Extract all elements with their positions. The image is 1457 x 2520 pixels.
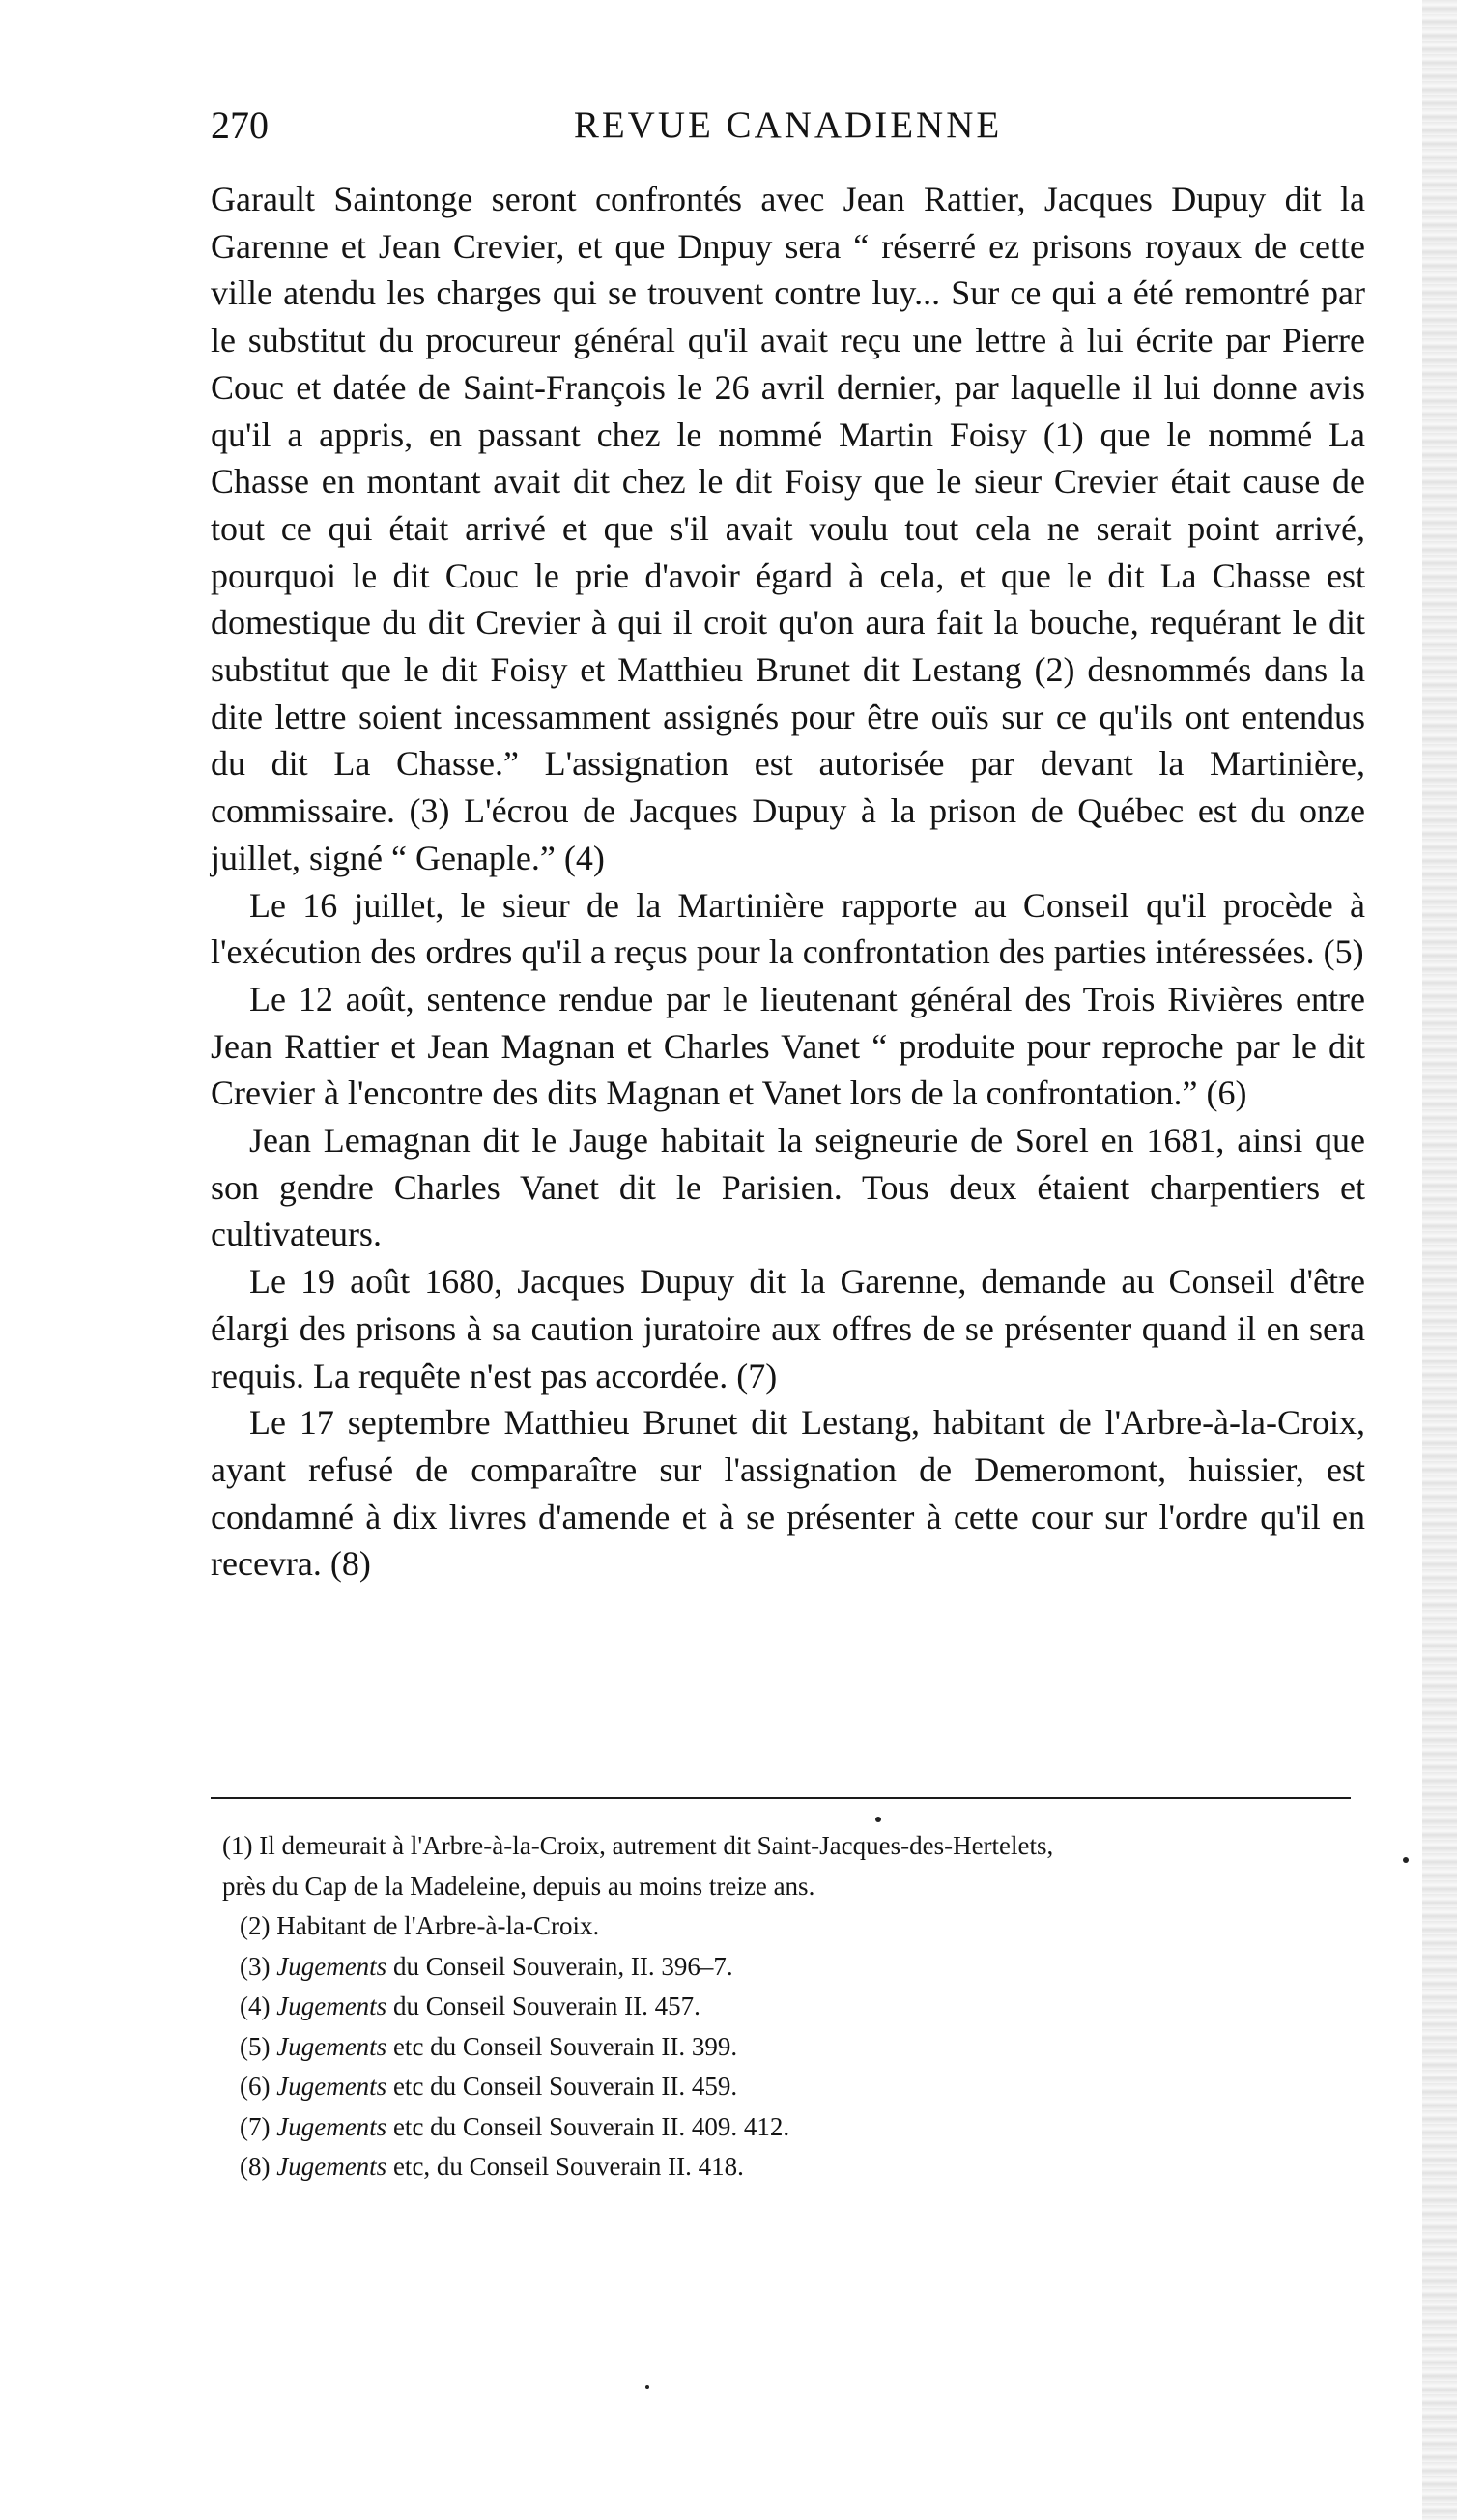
footnote-6 — [211, 2067, 1365, 2107]
footnote-5-reference: etc du Conseil Souverain II. 399. — [392, 2031, 738, 2061]
footnote-5 — [211, 2027, 1365, 2068]
paragraph-3: Le 12 août, sentence rendue par le lieutenant général des Trois Rivières entre Jean Rattier et Jean Magnan et Charles Vanet “ produite pour reproche par le dit Crevier à l'encontre des dits Magnan et Vanet lors de la confrontation.” (6) — [211, 979, 1365, 1113]
paragraph-4: Jean Lemagnan dit le Jauge habitait la seigneurie de Sorel en 1681, ainsi que son gendre Charles Vanet dit le Parisien. Tous deux étaient charpentiers et cultivateurs. — [211, 1121, 1365, 1254]
footnote-7 — [211, 2107, 1365, 2148]
scan-speck — [875, 1817, 881, 1822]
footnote-7-reference: etc du Conseil Souverain II. 409. 412. — [392, 2111, 790, 2141]
footnote-3-number: (3) — [240, 1951, 271, 1981]
footnote-5-source: Jugements — [276, 2031, 387, 2061]
footnote-6-number: (6) — [240, 2072, 271, 2101]
running-title: REVUE CANADIENNE — [573, 104, 1003, 146]
paragraph-1: Garault Saintonge seront confrontés avec Jean Rattier, Jacques Dupuy dit la Garenne et Jean Crevier, et que Dnpuy sera “ réserré ez prisons royaux de cette ville atendu les charges qui se trouvent contre luy... Sur ce qui a été remontré par le substitut du procureur général qu'il avait reçu une lettre à lui écrite par Pierre Couc et datée de Saint-François le 26 avril dernier, par laquelle il lui donne avis qu'il a appris, en passant chez le nommé Martin Foisy (1) que le nommé La Chasse en montant avait dit chez le dit Foisy que le sieur Crevier était cause de tout ce qui était arrivé et que s'il avait voulu tout cela ne serait point arrivé, pourquoi le dit Couc le prie d'avoir égard à cela, et que le dit La Chasse est domestique du dit Crevier à qui il croit qu'on aura fait la bouche, requérant le dit substitut que le dit Foisy et Matthieu Brunet dit Lestang (2) desnommés dans la dite lettre soient incessamment assignés pour être ouïs sur ce qu'ils ont entendus du dit La Chasse.” L'assignation est autorisée par devant la Martinière, commissaire. (3) L'écrou de Jacques Dupuy à la prison de Québec est du onze juillet, signé “ Genaple.” (4) — [211, 180, 1365, 877]
footnote-6-reference: etc du Conseil Souverain II. 459. — [392, 2072, 738, 2101]
footnote-7-source: Jugements — [276, 2111, 387, 2141]
footnote-6-source: Jugements — [276, 2072, 387, 2101]
footnote-4-reference: du Conseil Souverain II. 457. — [392, 1991, 700, 2020]
scan-speck — [1403, 1857, 1409, 1863]
footnote-divider — [211, 1797, 1351, 1799]
footnote-8-number: (8) — [240, 2152, 271, 2181]
footnote-2-text: (2) Habitant de l'Arbre-à-la-Croix. — [240, 1911, 600, 1940]
footnote-3-reference: du Conseil Souverain, II. 396–7. — [392, 1951, 733, 1981]
footnote-1 — [211, 1826, 1365, 1906]
footnote-4 — [211, 1987, 1365, 2027]
paragraph-6: Le 17 septembre Matthieu Brunet dit Lestang, habitant de l'Arbre-à-la-Croix, ayant refusé de comparaître sur l'assignation de Demeromont, huissier, est condamné à dix livres d'amende et à se présenter à cette cour sur l'ordre qu'il en recevra. (8) — [211, 1403, 1365, 1584]
paragraph-2: Le 16 juillet, le sieur de la Martinière rapporte au Conseil qu'il procède à l'exécution des ordres qu'il a reçus pour la confrontation des parties intéressées. (5) — [211, 885, 1365, 972]
page-number: 270 — [211, 103, 269, 147]
scan-speck — [645, 2385, 649, 2389]
footnote-2 — [211, 1906, 1365, 1947]
paragraph-5: Le 19 août 1680, Jacques Dupuy dit la Garenne, demande au Conseil d'être élargi des prisons à sa caution juratoire aux offres de se présenter quand il en sera requis. La requête n'est pas accordée. (7) — [211, 1262, 1365, 1395]
footnote-1-line-2: près du Cap de la Madeleine, depuis au moins treize ans. — [222, 1871, 815, 1901]
page-header — [211, 97, 1365, 155]
footnote-8 — [211, 2147, 1365, 2188]
footnote-1-line-1: (1) Il demeurait à l'Arbre-à-la-Croix, autrement dit Saint-Jacques-des-Hertelets, — [222, 1831, 1054, 1860]
footnote-3-source: Jugements — [276, 1951, 387, 1981]
footnote-8-source: Jugements — [276, 2152, 387, 2181]
page-edge-shadow — [1422, 0, 1457, 2520]
footnotes — [211, 1826, 1365, 2188]
body-text — [211, 176, 1365, 1588]
footnote-7-number: (7) — [240, 2111, 271, 2141]
footnote-8-reference: etc, du Conseil Souverain II. 418. — [392, 2152, 744, 2181]
footnote-4-number: (4) — [240, 1991, 271, 2020]
footnote-4-source: Jugements — [276, 1991, 387, 2020]
footnote-3 — [211, 1947, 1365, 1988]
footnote-5-number: (5) — [240, 2031, 271, 2061]
